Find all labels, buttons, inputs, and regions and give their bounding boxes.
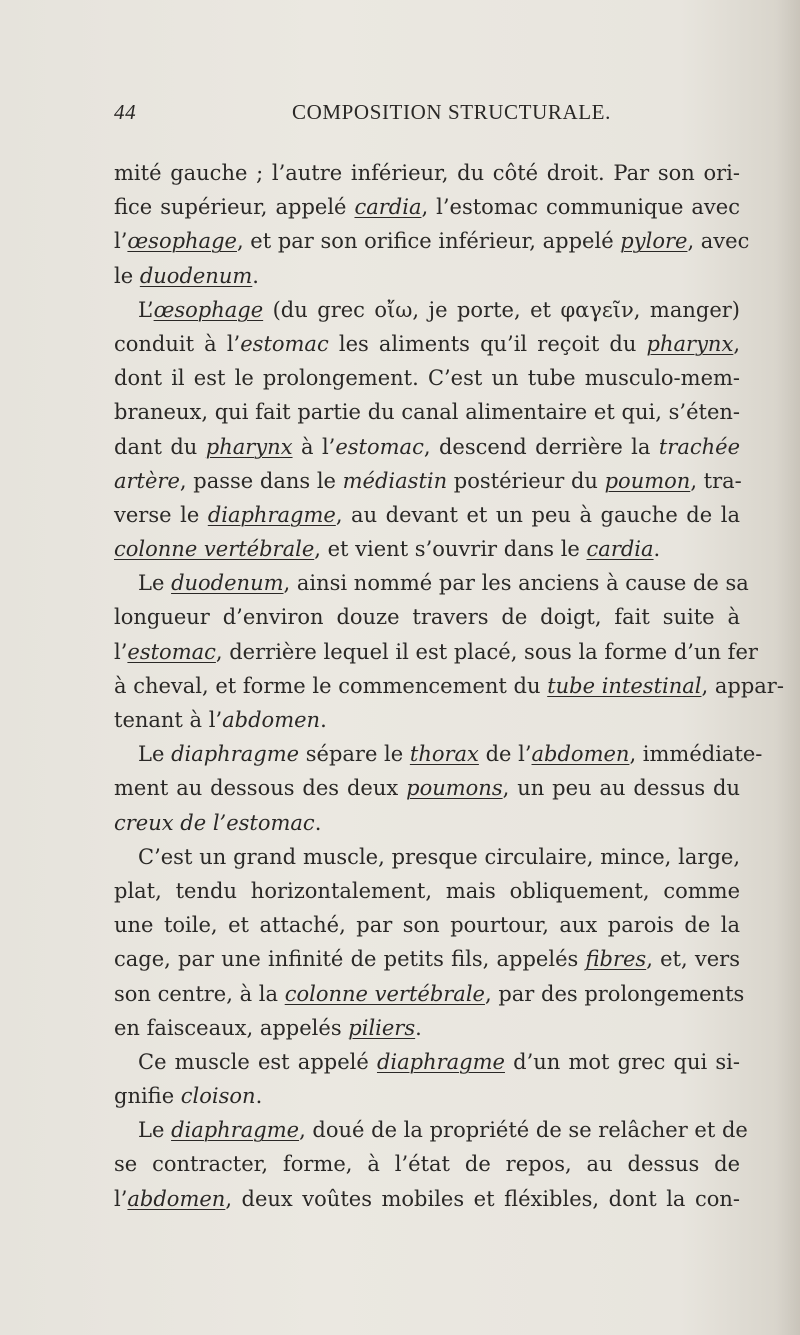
italic-term: cardia (354, 195, 422, 220)
text-line (114, 190, 740, 224)
text-segment: dant du (114, 434, 206, 459)
text-line (114, 737, 763, 771)
text-segment: , avec (687, 229, 750, 254)
text-segment: , ainsi nommé par les anciens à cause de sa (283, 571, 749, 596)
text-segment: , tra- (690, 468, 742, 493)
text-segment: gnifie (114, 1084, 181, 1109)
text-segment: conduit à l’ (114, 331, 241, 356)
text-segment: en faisceaux, appelés (114, 1015, 349, 1040)
italic-term: estomac (335, 434, 424, 459)
italic-term: tube intestinal (547, 673, 702, 698)
italic-term: colonne vertébrale (114, 537, 315, 562)
italic-term: diaphragme (171, 1118, 300, 1143)
text-line (114, 942, 740, 976)
text-line (114, 259, 740, 293)
text-segment: . (653, 537, 661, 562)
text-segment: , et par son orifice inférieur, appelé (236, 229, 621, 254)
text-segment: , l’estomac communique avec (421, 195, 740, 220)
text-segment: le (114, 263, 140, 288)
text-line (114, 361, 740, 395)
text-segment: C’est un grand muscle, presque circulaire, mince, large, (138, 844, 740, 869)
text-segment: (du grec οἴω, je porte, et φαγεῖν, manger) (263, 297, 740, 322)
body-text (114, 156, 784, 1216)
text-segment: cage, par une infinité de petits fils, appelés (114, 947, 586, 972)
text-segment: plat, tendu horizontalement, mais obliquement, comme (114, 878, 740, 903)
text-line (114, 430, 740, 464)
text-segment: l’ (114, 639, 128, 664)
italic-term: estomac (240, 331, 329, 356)
text-segment: , (733, 331, 740, 356)
text-line (114, 566, 749, 600)
text-segment: tenant à l’ (114, 708, 223, 732)
text-line (114, 498, 740, 532)
text-line (114, 635, 758, 669)
text-line (114, 1182, 740, 1216)
text-segment: l’ (114, 229, 128, 254)
text-segment: , et, vers (646, 947, 740, 972)
text-segment: . (252, 263, 259, 288)
text-segment: d’un mot grec qui si- (504, 1049, 740, 1074)
text-line (114, 156, 740, 190)
text-segment: , appar- (701, 673, 784, 698)
page-header (114, 100, 734, 130)
text-segment: , immédiate- (629, 742, 763, 767)
italic-term: œsophage (127, 229, 237, 254)
running-head: COMPOSITION STRUCTURALE. (292, 100, 611, 124)
text-segment: , un peu au dessus du (502, 776, 740, 801)
italic-term: abdomen (531, 742, 630, 767)
text-line (114, 327, 740, 361)
text-line (114, 293, 740, 327)
text-segment: sépare le (299, 742, 410, 767)
text-segment: une toile, et attaché, par son pourtour, aux parois de la (114, 913, 740, 938)
text-segment: Ce muscle est appelé (138, 1049, 377, 1074)
text-segment: L’ (138, 297, 154, 322)
italic-term: piliers (348, 1015, 416, 1040)
italic-term: fibres (585, 947, 647, 972)
text-segment: l’ (114, 1186, 128, 1211)
italic-term: poumons (406, 776, 503, 801)
italic-term: trachée (658, 434, 740, 459)
text-segment: Le (138, 571, 172, 596)
text-line (114, 464, 740, 498)
italic-term: diaphragme (376, 1049, 505, 1074)
text-segment: , par des prolongements (484, 981, 745, 1006)
italic-term: médiastin (342, 468, 448, 493)
text-segment: , descend derrière la (423, 434, 659, 459)
text-segment: à l’ (292, 434, 336, 459)
text-segment: . (415, 1015, 422, 1040)
text-line (114, 908, 740, 942)
italic-term: pharynx (205, 434, 293, 459)
italic-term: cloison (180, 1084, 256, 1109)
text-segment: , derrière lequel il est placé, sous la forme d’un fer (215, 639, 758, 664)
text-segment: les aliments qu’il reçoit du (328, 331, 647, 356)
text-line (114, 1147, 740, 1181)
text-segment: de l’ (478, 742, 532, 767)
italic-term: diaphragme (207, 502, 336, 527)
italic-term: artère (114, 468, 180, 493)
italic-term: estomac (127, 639, 216, 664)
text-segment: longueur d’environ douze travers de doigt, fait suite à (114, 605, 740, 630)
italic-term: duodenum (139, 263, 253, 288)
text-line (114, 771, 740, 805)
italic-term: cardia (586, 537, 654, 562)
italic-term: pylore (620, 229, 688, 254)
text-segment: , au devant et un peu à gauche de la (335, 502, 740, 527)
text-segment: , passe dans le (179, 468, 343, 493)
text-segment: braneux, qui fait partie du canal alimentaire et qui, s’éten- (114, 400, 740, 425)
text-line (114, 224, 750, 258)
text-line (114, 669, 784, 703)
text-segment: dont il est le prolongement. C’est un tube musculo-mem- (114, 366, 740, 391)
text-line (114, 600, 740, 634)
text-segment: à cheval, et forme le commencement du (114, 673, 548, 698)
text-line (114, 395, 740, 429)
text-line (114, 703, 740, 737)
italic-term: abdomen (127, 1186, 226, 1211)
text-line (114, 1079, 740, 1113)
text-segment: ment au dessous des deux (114, 776, 407, 801)
text-line (114, 874, 740, 908)
italic-term: colonne vertébrale (284, 981, 485, 1006)
text-segment: son centre, à la (114, 981, 285, 1006)
italic-term: œsophage (153, 297, 264, 322)
text-segment: . (314, 810, 322, 835)
text-line (114, 1113, 748, 1147)
text-segment: , deux voûtes mobiles et fléxibles, dont la con- (225, 1186, 740, 1211)
text-line (114, 977, 745, 1011)
text-line (114, 1011, 740, 1045)
italic-term: duodenum (171, 571, 284, 596)
text-segment: postérieur du (447, 468, 605, 493)
text-segment: . (320, 708, 327, 732)
italic-term: creux de l’estomac (114, 810, 315, 835)
text-segment: fice supérieur, appelé (114, 195, 355, 220)
italic-term: thorax (409, 742, 479, 767)
text-segment: , et vient s’ouvrir dans le (314, 537, 587, 562)
text-segment: , doué de la propriété de se relâcher et de (299, 1118, 748, 1143)
text-segment: mité gauche ; l’autre inférieur, du côté droit. Par son ori- (114, 161, 740, 185)
italic-term: abdomen (222, 708, 321, 732)
italic-term: pharynx (646, 331, 734, 356)
text-segment: . (255, 1084, 263, 1109)
text-segment: se contracter, forme, à l’état de repos, au dessus de (114, 1152, 740, 1177)
text-line (114, 532, 740, 566)
text-segment: Le (138, 742, 172, 767)
page-number: 44 (114, 100, 137, 124)
italic-term: diaphragme (171, 742, 300, 767)
text-segment: verse le (114, 502, 208, 527)
italic-term: poumon (604, 468, 691, 493)
text-line (114, 806, 740, 840)
text-line (114, 1045, 740, 1079)
text-segment: Le (138, 1118, 172, 1143)
text-line (114, 840, 740, 874)
